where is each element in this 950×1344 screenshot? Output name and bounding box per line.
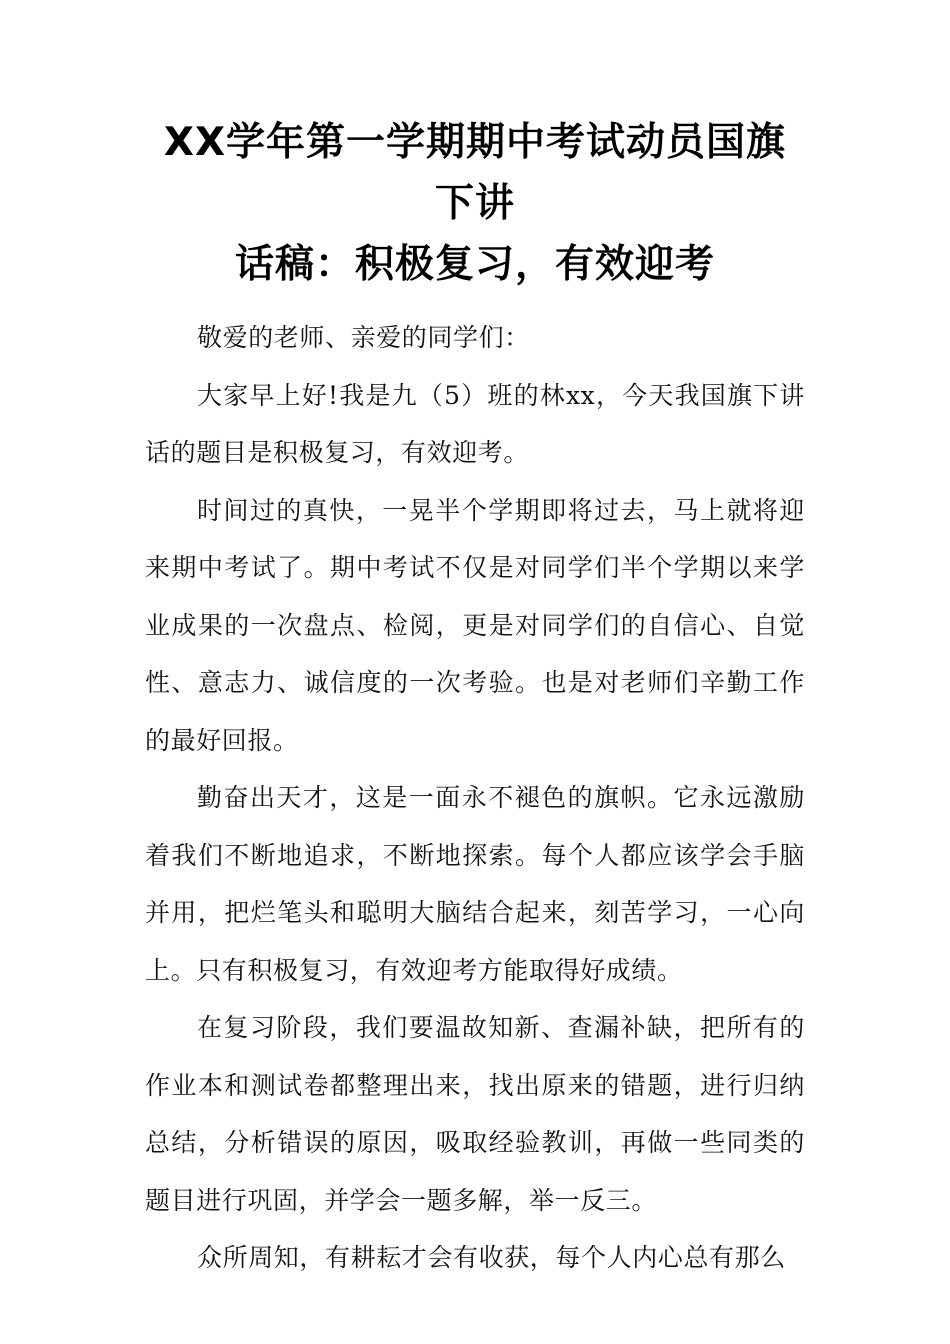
document-title [145,112,805,295]
document-body [145,309,805,1287]
document-page [145,112,805,1287]
salutation: 敬爱的老师、亲爱的同学们： [197,323,530,352]
paragraph-greeting: 大家早上好!我是九（5）班的林xx，今天我国旗下讲话的题目是积极复习，有效迎考。 [145,380,805,467]
paragraph-diligence: 勤奋出天才，这是一面永不褪色的旗帜。它永远激励着我们不断地追求，不断地探索。每个人都应该学会手脑并用，把烂笔头和聪明大脑结合起来，刻苦学习，一心向上。只有积极复习，有效迎考方能取得好成绩。 [145,783,805,985]
paragraph-review: 在复习阶段，我们要温故知新、查漏补缺，把所有的作业本和测试卷都整理出来，找出原来的错题，进行归纳总结，分析错误的原因，吸取经验教训，再做一些同类的题目进行巩固，并学会一题多解，举一反三。 [145,1013,805,1215]
paragraph-time: 时间过的真快，一晃半个学期即将过去，马上就将迎来期中考试了。期中考试不仅是对同学们半个学期以来学业成果的一次盘点、检阅，更是对同学们的自信心、自觉性、意志力、诚信度的一次考验。也是对老师们辛勤工作的最好回报。 [145,495,805,755]
title-line-1: XX学年第一学期期中考试动员国旗下讲 [163,120,787,226]
title-line-2: 话稿：积极复习，有效迎考 [234,242,715,287]
paragraph-harvest: 众所周知，有耕耘才会有收获，每个人内心总有那么 [197,1243,786,1272]
